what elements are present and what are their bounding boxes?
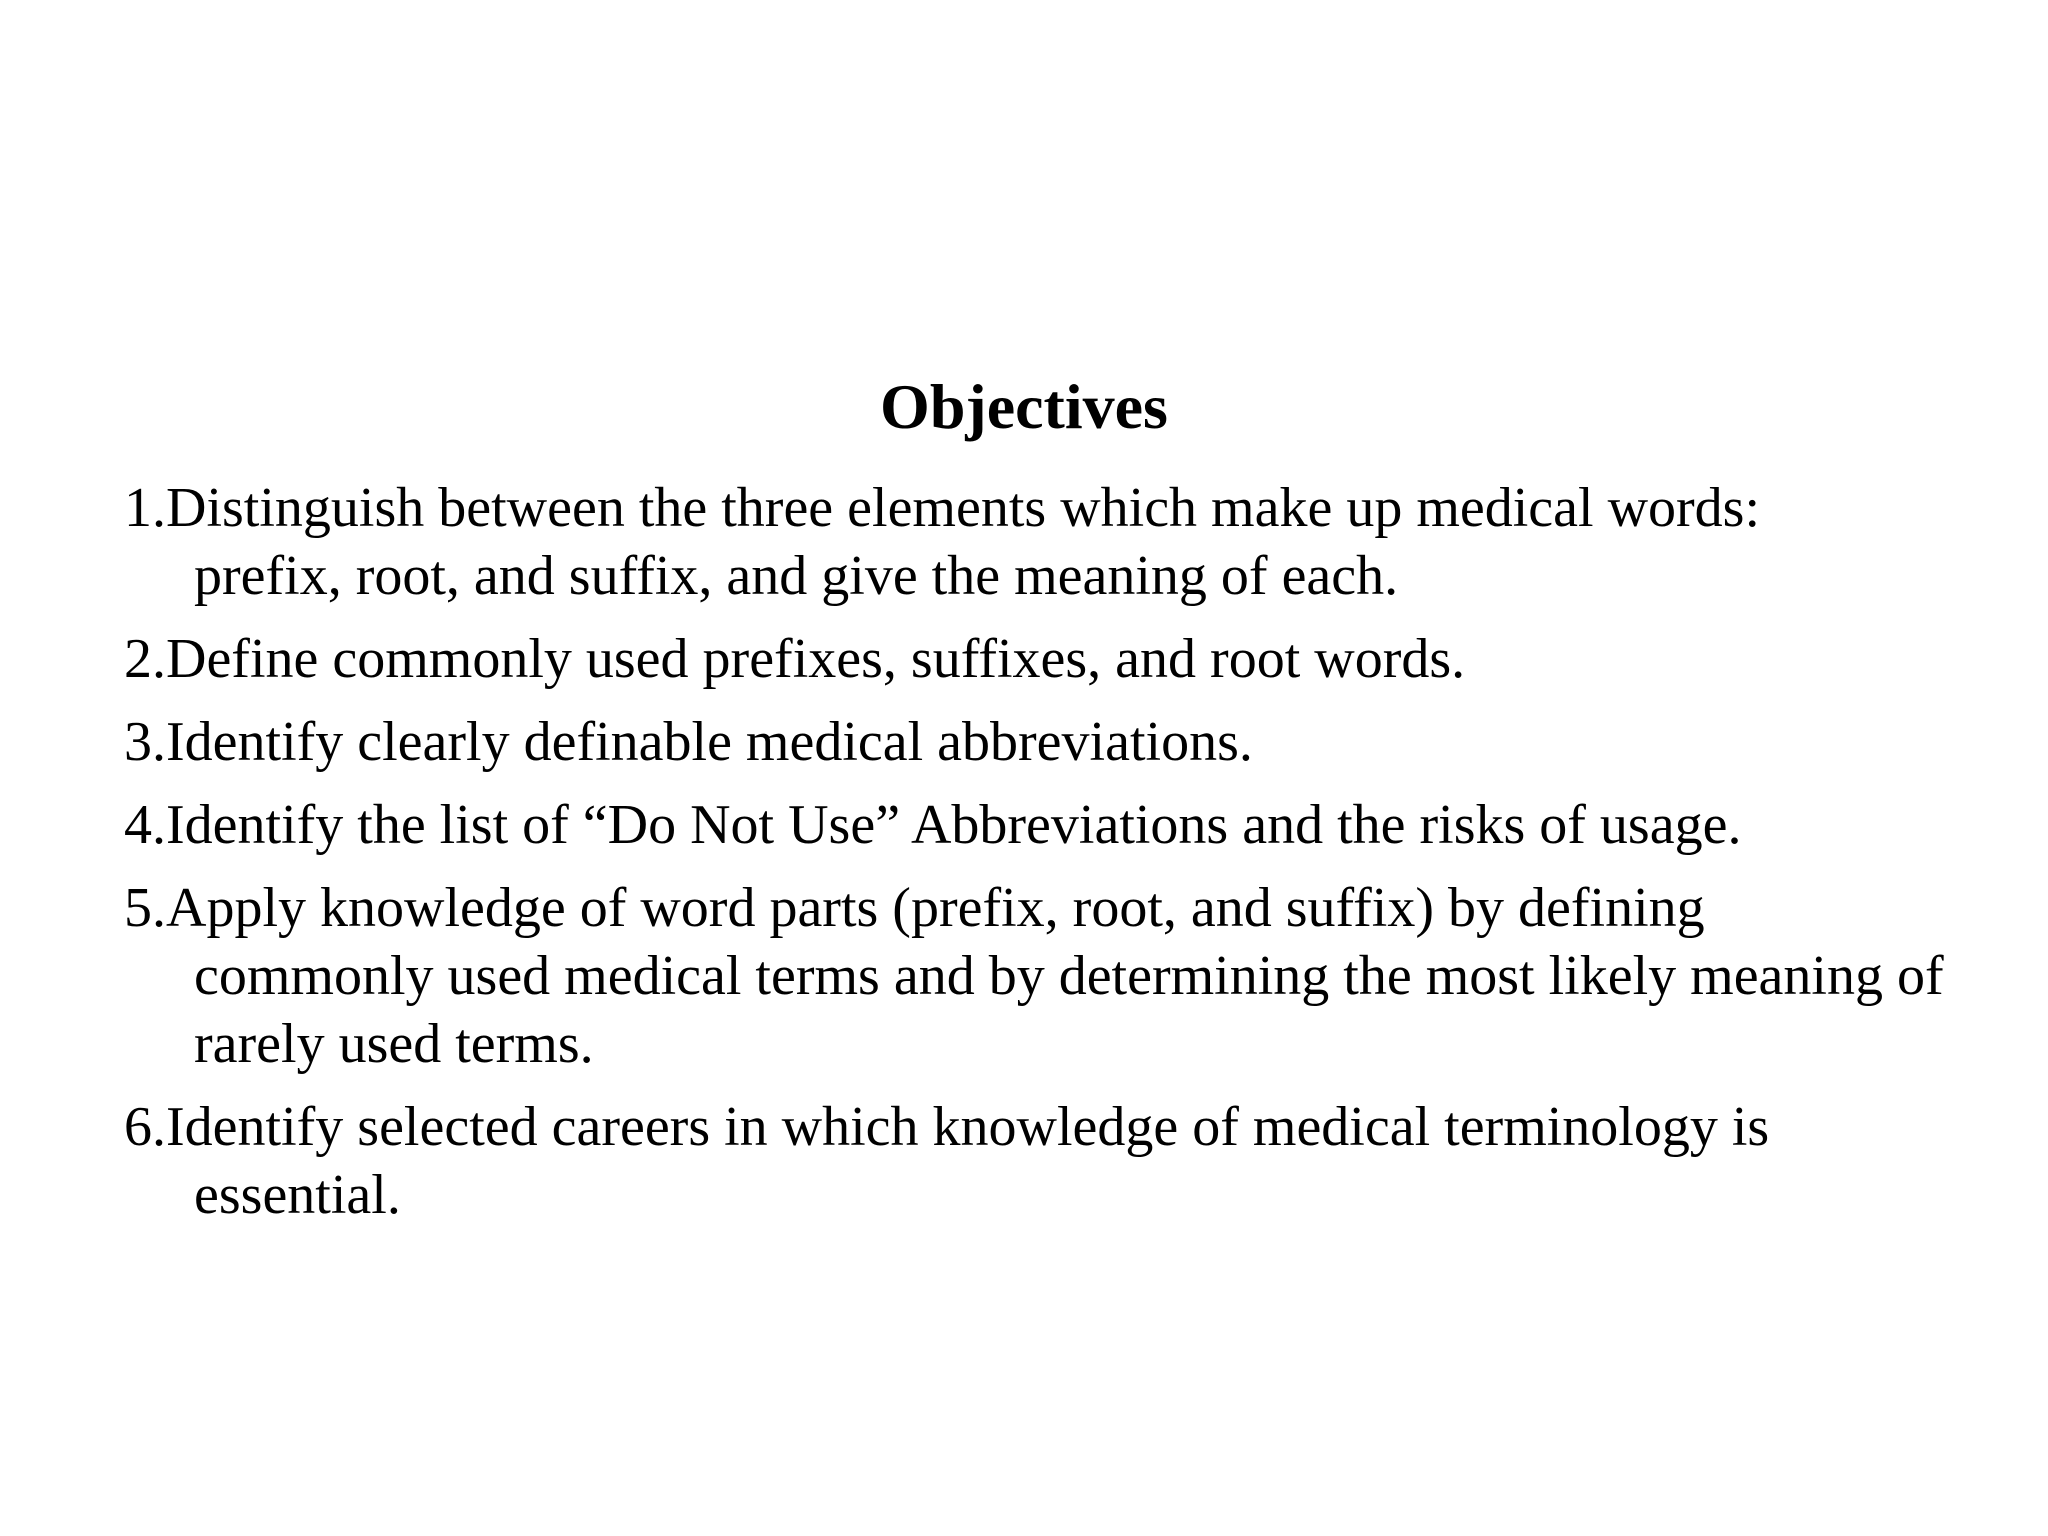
objective-body [166, 625, 1944, 693]
objective-continuation: essential. [194, 1164, 401, 1226]
objective-item-6 [124, 1093, 1944, 1229]
objective-number: 6. [124, 1096, 166, 1158]
objective-text: Define commonly used prefixes, suffixes, and root words. [166, 628, 1466, 690]
objective-number: 2. [124, 628, 166, 690]
objective-item-3 [124, 708, 1944, 776]
objectives-list [124, 474, 1944, 1244]
objective-item-4 [124, 791, 1944, 859]
objective-body [166, 474, 1944, 610]
objective-continuation: prefix, root, and suffix, and give the meaning of each. [194, 545, 1399, 607]
objective-body [166, 874, 1944, 1078]
objective-body [166, 791, 1944, 859]
objective-text: Identify the list of “Do Not Use” Abbreviations and the risks of usage. [166, 794, 1742, 856]
objective-number: 4. [124, 794, 166, 856]
objective-text: Identify clearly definable medical abbreviations. [166, 711, 1253, 773]
objective-item-2 [124, 625, 1944, 693]
objective-body [166, 708, 1944, 776]
objective-number: 1. [124, 477, 166, 539]
objective-number: 5. [124, 877, 166, 939]
objective-item-5 [124, 874, 1944, 1078]
objective-body [166, 1093, 1944, 1229]
objective-text: Distinguish between the three elements which make up medical words: [166, 477, 1761, 539]
objective-text: Apply knowledge of word parts (prefix, root, and suffix) by defining [166, 877, 1705, 939]
objective-text: Identify selected careers in which knowledge of medical terminology is [166, 1096, 1770, 1158]
objective-item-1 [124, 474, 1944, 610]
slide-title: Objectives [880, 371, 1168, 442]
objective-continuation: commonly used medical terms and by determining the most likely meaning of rarely used terms. [194, 945, 1944, 1075]
objective-number: 3. [124, 711, 166, 773]
